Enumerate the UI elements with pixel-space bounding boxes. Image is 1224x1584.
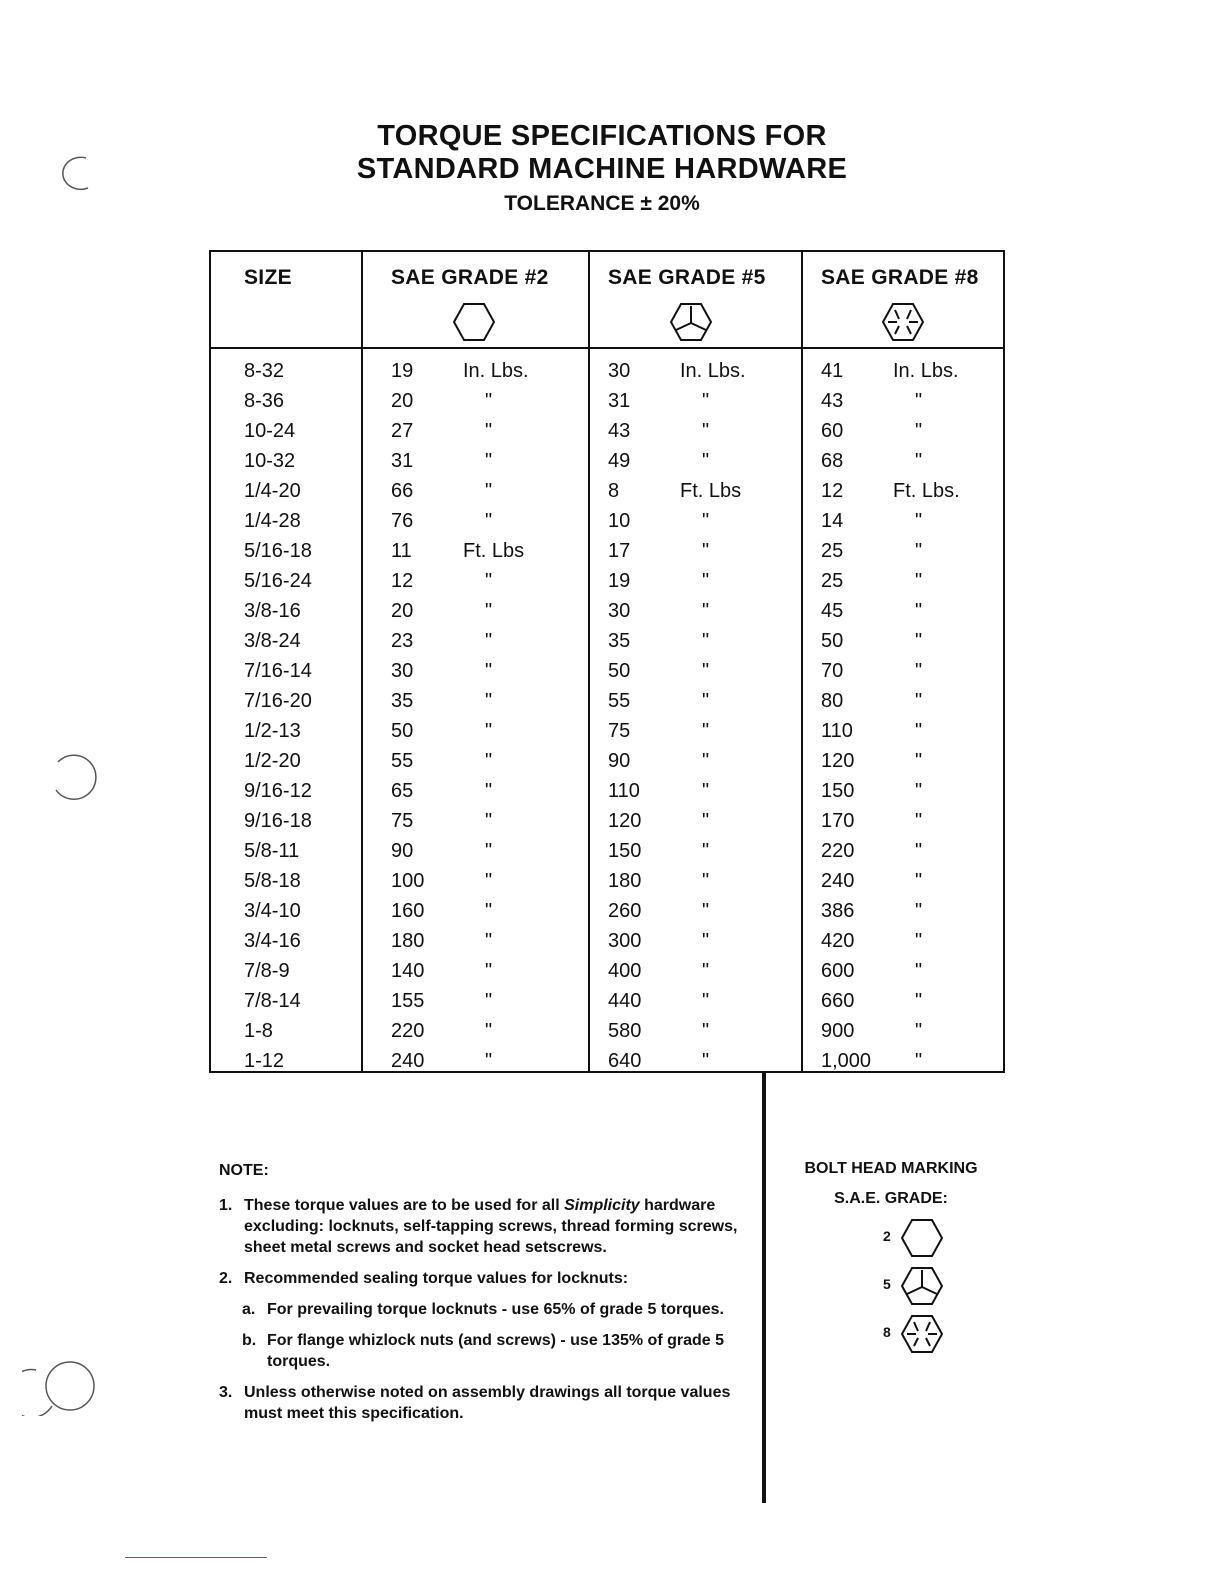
unit-cell: ": [702, 690, 710, 712]
unit-cell: In. Lbs.: [893, 360, 959, 382]
unit-cell: In. Lbs.: [463, 360, 529, 382]
size-cell: 3/4-10: [244, 900, 301, 922]
size-cell: 7/8-9: [244, 960, 290, 982]
note-text: [244, 1195, 749, 1258]
torque-value-cell: 45: [821, 600, 844, 622]
size-cell: 5/16-18: [244, 540, 312, 562]
note-subtext: For flange whizlock nuts (and screws) - use 135% of grade 5 torques.: [267, 1332, 724, 1370]
header-grade-2: SAE GRADE #2: [391, 266, 549, 289]
torque-value-cell: 220: [391, 1020, 425, 1042]
hexagon-six-line-icon: [882, 302, 924, 342]
unit-cell: ": [702, 390, 710, 412]
size-cell: 10-24: [244, 420, 296, 442]
unit-cell: ": [915, 570, 923, 592]
table-row: [211, 386, 1003, 416]
note-number: 3.: [219, 1384, 233, 1401]
torque-value-cell: 90: [391, 840, 414, 862]
unit-cell: ": [915, 990, 923, 1012]
table-row: [211, 956, 1003, 986]
unit-cell: ": [915, 750, 923, 772]
note-item: [219, 1382, 749, 1424]
note-text-part: hardware excluding: locknuts, self-tapping screws, thread forming screws, sheet metal screws and socket head setscrews.: [244, 1197, 738, 1256]
unit-cell: ": [485, 570, 493, 592]
size-cell: 7/16-14: [244, 660, 312, 682]
size-cell: 1/2-13: [244, 720, 301, 742]
bolt-grade-label: 5: [883, 1276, 891, 1292]
size-cell: 1-12: [244, 1050, 285, 1072]
unit-cell: ": [702, 720, 710, 742]
note-subtext: For prevailing torque locknuts - use 65% of grade 5 torques.: [267, 1301, 724, 1318]
torque-value-cell: 35: [608, 630, 631, 652]
torque-value-cell: 100: [391, 870, 425, 892]
unit-cell: ": [702, 450, 710, 472]
unit-cell: ": [702, 870, 710, 892]
unit-cell: ": [485, 810, 493, 832]
header-size: SIZE: [244, 266, 292, 289]
unit-cell: ": [485, 510, 493, 532]
table-row: [211, 536, 1003, 566]
vertical-rule: [762, 1073, 766, 1503]
header-grade-5: SAE GRADE #5: [608, 266, 766, 289]
unit-cell: ": [915, 1050, 923, 1072]
size-cell: 1/4-28: [244, 510, 301, 532]
unit-cell: ": [702, 570, 710, 592]
table-row: [211, 446, 1003, 476]
torque-value-cell: 17: [608, 540, 631, 562]
torque-value-cell: 170: [821, 810, 855, 832]
torque-value-cell: 68: [821, 450, 844, 472]
unit-cell: ": [485, 660, 493, 682]
torque-value-cell: 55: [608, 690, 631, 712]
unit-cell: ": [915, 630, 923, 652]
unit-cell: ": [702, 1050, 710, 1072]
size-cell: 1/4-20: [244, 480, 301, 502]
torque-value-cell: 120: [821, 750, 855, 772]
size-cell: 5/8-11: [244, 840, 300, 862]
hexagon-plain-icon: [453, 302, 495, 342]
torque-value-cell: 60: [821, 420, 844, 442]
torque-value-cell: 31: [391, 450, 414, 472]
unit-cell: ": [485, 450, 493, 472]
footer-rule: [125, 1557, 267, 1558]
torque-value-cell: 220: [821, 840, 855, 862]
torque-value-cell: 400: [608, 960, 642, 982]
table-row: [211, 806, 1003, 836]
torque-value-cell: 640: [608, 1050, 642, 1072]
title-line-2: STANDARD MACHINE HARDWARE: [356, 153, 848, 185]
table-row: [211, 596, 1003, 626]
table-row: [211, 656, 1003, 686]
table-row: [211, 506, 1003, 536]
table-row: [211, 476, 1003, 506]
bolt-marking-title: BOLT HEAD MARKING: [804, 1160, 978, 1177]
torque-value-cell: 43: [821, 390, 844, 412]
binder-hole-bottom: [22, 1356, 98, 1416]
unit-cell: ": [485, 990, 493, 1012]
torque-value-cell: 20: [391, 390, 414, 412]
tolerance-subtitle: TOLERANCE ± 20%: [504, 192, 700, 215]
unit-cell: ": [915, 1020, 923, 1042]
table-row: [211, 866, 1003, 896]
size-cell: 9/16-12: [244, 780, 312, 802]
unit-cell: ": [702, 840, 710, 862]
torque-value-cell: 240: [391, 1050, 425, 1072]
unit-cell: ": [915, 540, 923, 562]
size-cell: 5/8-18: [244, 870, 301, 892]
torque-value-cell: 65: [391, 780, 414, 802]
note-number: 1.: [219, 1197, 233, 1214]
unit-cell: ": [702, 960, 710, 982]
unit-cell: ": [702, 780, 710, 802]
torque-value-cell: 25: [821, 570, 844, 592]
unit-cell: ": [485, 900, 493, 922]
table-row: [211, 356, 1003, 386]
note-text: Unless otherwise noted on assembly drawings all torque values must meet this specification.: [244, 1384, 731, 1422]
unit-cell: ": [915, 690, 923, 712]
unit-cell: In. Lbs.: [680, 360, 746, 382]
torque-value-cell: 110: [821, 720, 853, 742]
unit-cell: ": [485, 420, 493, 442]
torque-value-cell: 180: [608, 870, 642, 892]
unit-cell: ": [485, 1020, 493, 1042]
torque-value-cell: 19: [608, 570, 631, 592]
unit-cell: ": [485, 690, 493, 712]
unit-cell: ": [485, 930, 493, 952]
size-cell: 8-32: [244, 360, 285, 382]
unit-cell: ": [915, 600, 923, 622]
hexagon-three-line-icon: [901, 1266, 943, 1306]
unit-cell: ": [915, 840, 923, 862]
unit-cell: ": [702, 930, 710, 952]
torque-value-cell: 12: [821, 480, 844, 502]
note-subitem: [242, 1299, 749, 1320]
table-row: [211, 716, 1003, 746]
note-text: Recommended sealing torque values for locknuts:: [244, 1270, 629, 1287]
unit-cell: ": [485, 840, 493, 862]
torque-value-cell: 1,000: [821, 1050, 872, 1072]
bolt-grade-label: 8: [883, 1324, 891, 1340]
torque-value-cell: 110: [608, 780, 640, 802]
unit-cell: ": [915, 510, 923, 532]
bolt-grade-label: 2: [883, 1228, 891, 1244]
unit-cell: ": [485, 960, 493, 982]
unit-cell: ": [485, 720, 493, 742]
unit-cell: ": [915, 450, 923, 472]
unit-cell: ": [702, 750, 710, 772]
unit-cell: ": [915, 870, 923, 892]
torque-value-cell: 76: [391, 510, 414, 532]
torque-value-cell: 440: [608, 990, 642, 1012]
torque-value-cell: 260: [608, 900, 642, 922]
table-row: [211, 416, 1003, 446]
table-row: [211, 566, 1003, 596]
torque-value-cell: 180: [391, 930, 425, 952]
unit-cell: ": [702, 900, 710, 922]
table-row: [211, 1046, 1003, 1076]
torque-value-cell: 30: [608, 600, 631, 622]
size-cell: 9/16-18: [244, 810, 312, 832]
torque-value-cell: 30: [608, 360, 631, 382]
torque-value-cell: 160: [391, 900, 425, 922]
size-cell: 1/2-20: [244, 750, 301, 772]
note-item: [219, 1195, 749, 1258]
torque-value-cell: 49: [608, 450, 631, 472]
unit-cell: ": [915, 810, 923, 832]
bolt-head-marking: [785, 1158, 997, 1340]
torque-value-cell: 10: [608, 510, 631, 532]
torque-value-cell: 240: [821, 870, 855, 892]
torque-value-cell: 8: [608, 480, 620, 502]
unit-cell: ": [702, 810, 710, 832]
torque-value-cell: 55: [391, 750, 414, 772]
torque-table: [209, 250, 1005, 1073]
notes-heading: NOTE:: [219, 1162, 269, 1179]
unit-cell: ": [702, 420, 710, 442]
torque-value-cell: 35: [391, 690, 414, 712]
size-cell: 10-32: [244, 450, 296, 472]
note-text-part: These torque values are to be used for all: [244, 1197, 565, 1214]
unit-cell: Ft. Lbs: [680, 480, 742, 502]
table-row: [211, 776, 1003, 806]
torque-value-cell: 140: [391, 960, 425, 982]
title-line-1: TORQUE SPECIFICATIONS FOR: [377, 120, 827, 152]
table-row: [211, 896, 1003, 926]
torque-value-cell: 150: [608, 840, 642, 862]
torque-value-cell: 386: [821, 900, 855, 922]
torque-value-cell: 90: [608, 750, 631, 772]
size-cell: 5/16-24: [244, 570, 312, 592]
torque-value-cell: 27: [391, 420, 414, 442]
size-cell: 3/4-16: [244, 930, 301, 952]
unit-cell: ": [915, 780, 923, 802]
torque-value-cell: 900: [821, 1020, 855, 1042]
unit-cell: Ft. Lbs: [463, 540, 525, 562]
table-row: [211, 626, 1003, 656]
unit-cell: ": [485, 600, 493, 622]
binder-hole-middle: [46, 752, 98, 804]
unit-cell: ": [702, 600, 710, 622]
unit-cell: ": [485, 1050, 493, 1072]
note-number: 2.: [219, 1270, 233, 1287]
torque-value-cell: 50: [391, 720, 414, 742]
unit-cell: ": [485, 480, 493, 502]
size-cell: 7/8-14: [244, 990, 301, 1012]
torque-value-cell: 660: [821, 990, 855, 1012]
torque-value-cell: 120: [608, 810, 642, 832]
torque-value-cell: 75: [608, 720, 631, 742]
unit-cell: ": [702, 630, 710, 652]
hexagon-three-line-icon: [670, 302, 712, 342]
torque-value-cell: 600: [821, 960, 855, 982]
torque-value-cell: 150: [821, 780, 855, 802]
table-row: [211, 746, 1003, 776]
unit-cell: ": [485, 390, 493, 412]
header-grade-8: SAE GRADE #8: [821, 266, 979, 289]
table-row: [211, 1016, 1003, 1046]
size-cell: 7/16-20: [244, 690, 312, 712]
unit-cell: Ft. Lbs.: [893, 480, 960, 502]
brand-name: Simplicity: [564, 1197, 640, 1214]
table-row: [211, 926, 1003, 956]
unit-cell: ": [485, 630, 493, 652]
size-cell: 8-36: [244, 390, 285, 412]
unit-cell: ": [702, 660, 710, 682]
torque-value-cell: 70: [821, 660, 844, 682]
torque-value-cell: 420: [821, 930, 855, 952]
torque-value-cell: 14: [821, 510, 844, 532]
note-item: [219, 1268, 749, 1289]
table-row: [211, 986, 1003, 1016]
torque-value-cell: 19: [391, 360, 414, 382]
torque-value-cell: 11: [391, 540, 412, 562]
unit-cell: ": [915, 420, 923, 442]
torque-value-cell: 155: [391, 990, 425, 1012]
note-subitem: [242, 1330, 749, 1372]
torque-value-cell: 50: [821, 630, 844, 652]
notes-section: [219, 1160, 749, 1434]
unit-cell: ": [485, 870, 493, 892]
torque-value-cell: 75: [391, 810, 414, 832]
torque-value-cell: 43: [608, 420, 631, 442]
unit-cell: ": [915, 390, 923, 412]
unit-cell: ": [702, 1020, 710, 1042]
size-cell: 3/8-24: [244, 630, 301, 652]
torque-value-cell: 20: [391, 600, 414, 622]
torque-value-cell: 300: [608, 930, 642, 952]
unit-cell: ": [485, 780, 493, 802]
torque-value-cell: 31: [608, 390, 631, 412]
torque-value-cell: 30: [391, 660, 414, 682]
size-cell: 1-8: [244, 1020, 273, 1042]
unit-cell: ": [915, 930, 923, 952]
torque-value-cell: 50: [608, 660, 631, 682]
unit-cell: ": [915, 720, 923, 742]
title-block: [0, 120, 1204, 216]
unit-cell: ": [702, 540, 710, 562]
header-divider: [211, 347, 1003, 349]
size-cell: 3/8-16: [244, 600, 301, 622]
hexagon-plain-icon: [901, 1218, 943, 1258]
torque-value-cell: 12: [391, 570, 414, 592]
table-row: [211, 836, 1003, 866]
hexagon-six-line-icon: [901, 1314, 943, 1354]
note-letter: b.: [242, 1332, 257, 1349]
unit-cell: ": [485, 750, 493, 772]
bolt-marking-subtitle: S.A.E. GRADE:: [834, 1190, 948, 1207]
unit-cell: ": [702, 990, 710, 1012]
torque-value-cell: 23: [391, 630, 414, 652]
table-row: [211, 686, 1003, 716]
unit-cell: ": [915, 900, 923, 922]
torque-value-cell: 25: [821, 540, 844, 562]
torque-value-cell: 66: [391, 480, 414, 502]
unit-cell: ": [702, 510, 710, 532]
torque-value-cell: 80: [821, 690, 844, 712]
torque-value-cell: 41: [821, 360, 844, 382]
torque-value-cell: 580: [608, 1020, 642, 1042]
note-letter: a.: [242, 1301, 256, 1318]
unit-cell: ": [915, 660, 923, 682]
unit-cell: ": [915, 960, 923, 982]
